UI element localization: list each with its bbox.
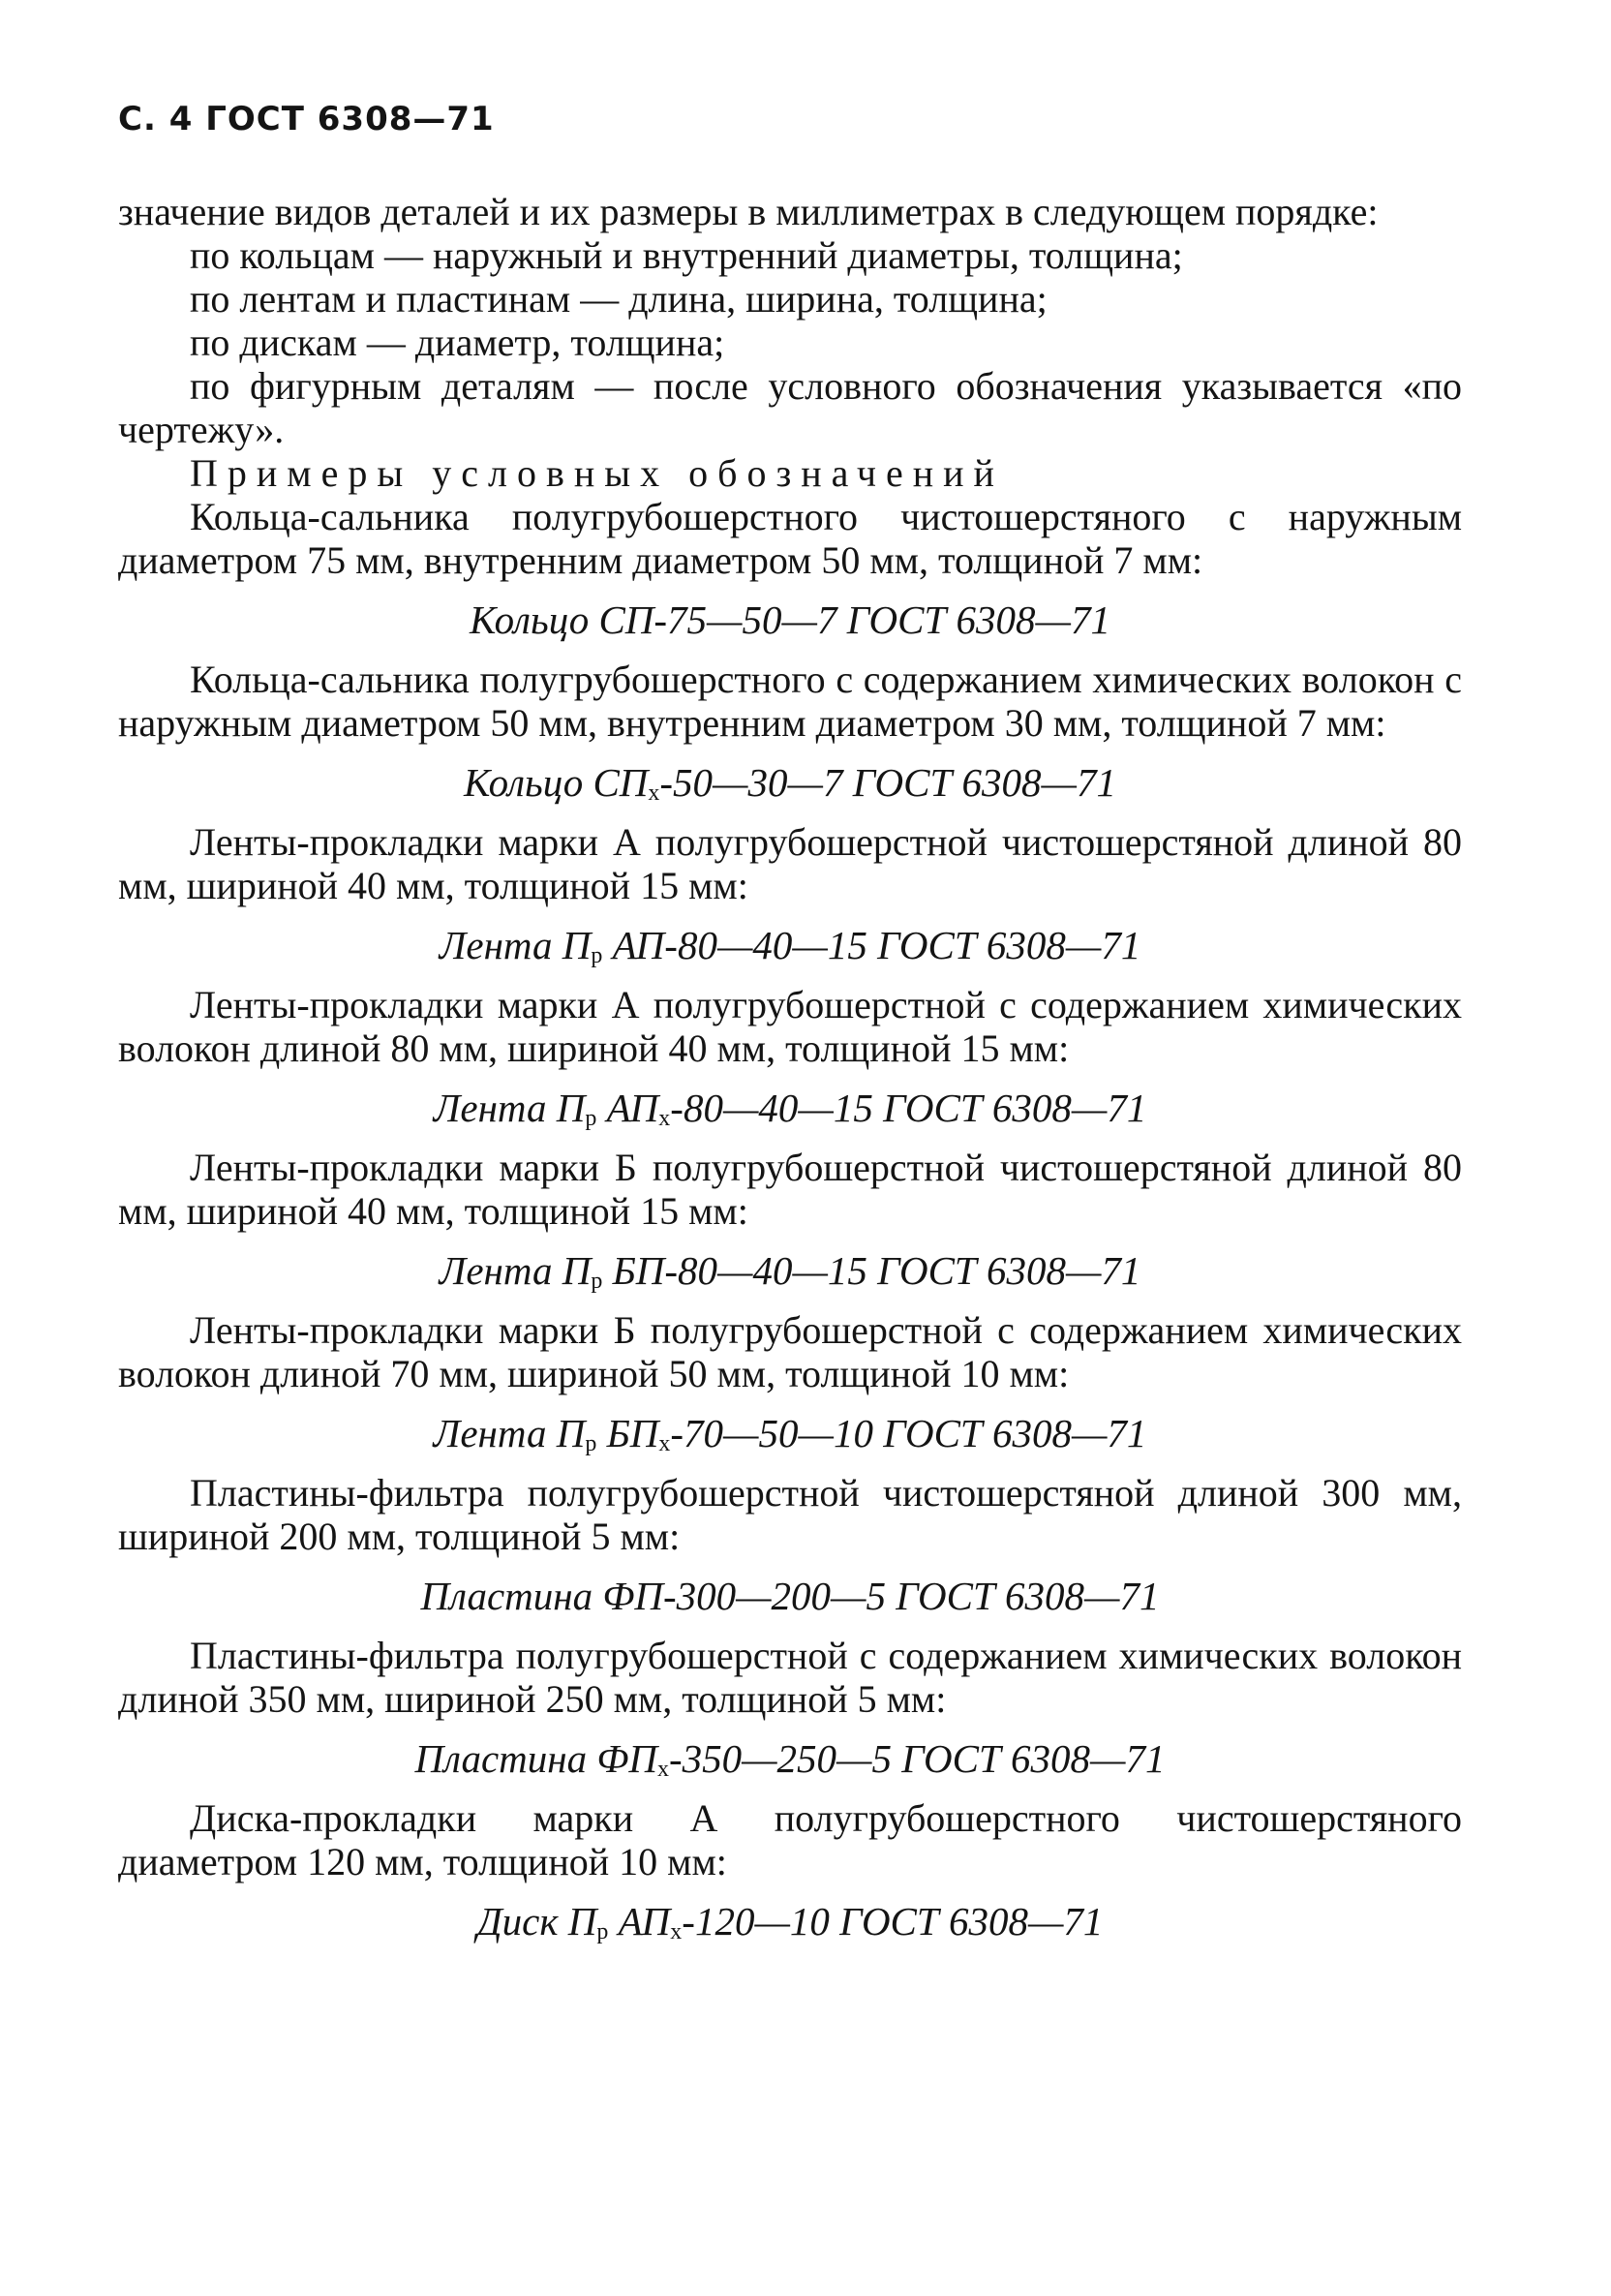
example-designation bbox=[118, 1734, 1462, 1783]
designation-text: Лента П bbox=[433, 1411, 586, 1455]
designation-subscript: х bbox=[658, 1431, 671, 1456]
example-designation bbox=[118, 1084, 1462, 1132]
designation-text: -350—250—5 ГОСТ 6308—71 bbox=[668, 1736, 1166, 1781]
designation-text: БП-80—40—15 ГОСТ 6308—71 bbox=[602, 1248, 1141, 1293]
designation-text: Лента П bbox=[433, 1086, 586, 1130]
designation-text: -120—10 ГОСТ 6308—71 bbox=[682, 1899, 1104, 1944]
designation-text: -70—50—10 ГОСТ 6308—71 bbox=[670, 1411, 1147, 1455]
designation-text: Лента П bbox=[439, 923, 592, 967]
example-designation bbox=[118, 921, 1462, 969]
designation-subscript: р bbox=[596, 1919, 609, 1944]
example-description: Пластины-фильтра полугрубошерстной с содержанием химических волокон длиной 350 мм, шириной 250 мм, толщиной 5 мм: bbox=[118, 1634, 1462, 1721]
designation-text: АП bbox=[608, 1899, 671, 1944]
designation-text: Диск П bbox=[476, 1899, 597, 1944]
designation-text: -80—40—15 ГОСТ 6308—71 bbox=[670, 1086, 1147, 1130]
designation-text: Лента П bbox=[439, 1248, 592, 1293]
designation-subscript: х bbox=[656, 1757, 669, 1782]
designation-subscript: р bbox=[585, 1106, 597, 1131]
example-description: Ленты-прокладки марки А полугрубошерстной с содержанием химических волокон длиной 80 мм, шириной 40 мм, толщиной 15 мм: bbox=[118, 983, 1462, 1070]
example-description: Ленты-прокладки марки Б полугрубошерстной чистошерстяной длиной 80 мм, шириной 40 мм, толщиной 15 мм: bbox=[118, 1146, 1462, 1233]
intro-item-tapes: по лентам и пластинам — длина, ширина, толщина; bbox=[190, 277, 1048, 321]
designation-subscript: р bbox=[591, 1269, 603, 1294]
intro-item-rings: по кольцам — наружный и внутренний диаметры, толщина; bbox=[190, 233, 1183, 277]
intro-item-discs: по дискам — диаметр, толщина; bbox=[190, 321, 725, 364]
example-designation: Пластина ФП-300—200—5 ГОСТ 6308—71 bbox=[420, 1574, 1160, 1618]
example-description: Диска-прокладки марки А полугрубошерстного чистошерстяного диаметром 120 мм, толщиной 10 мм: bbox=[118, 1796, 1462, 1883]
example-designation: Кольцо СП-75—50—7 ГОСТ 6308—71 bbox=[470, 597, 1110, 642]
example-description: Ленты-прокладки марки А полугрубошерстной чистошерстяной длиной 80 мм, шириной 40 мм, толщиной 15 мм: bbox=[118, 820, 1462, 907]
page-content bbox=[118, 190, 1462, 1959]
example-description: Кольца-сальника полугрубошерстного чистошерстяного с наружным диаметром 75 мм, внутренним диаметром 50 мм, толщиной 7 мм: bbox=[118, 495, 1462, 582]
designation-text: БП bbox=[596, 1411, 659, 1455]
example-designation bbox=[118, 1409, 1462, 1457]
example-description: Пластины-фильтра полугрубошерстной чистошерстяной длиной 300 мм, шириной 200 мм, толщиной 5 мм: bbox=[118, 1471, 1462, 1558]
example-designation bbox=[118, 758, 1462, 807]
designation-subscript: р bbox=[591, 943, 603, 968]
designation-text: АП-80—40—15 ГОСТ 6308—71 bbox=[602, 923, 1141, 967]
example-designation bbox=[118, 1897, 1462, 1945]
designation-subscript: х bbox=[670, 1919, 683, 1944]
intro-paragraph: значение видов деталей и их размеры в миллиметрах в следующем порядке: bbox=[118, 190, 1379, 233]
example-description: Ленты-прокладки марки Б полугрубошерстной с содержанием химических волокон длиной 70 мм, шириной 50 мм, толщиной 10 мм: bbox=[118, 1308, 1462, 1395]
designation-text: -50—30—7 ГОСТ 6308—71 bbox=[659, 760, 1116, 805]
example-description: Кольца-сальника полугрубошерстного с содержанием химических волокон с наружным диаметром 50 мм, внутренним диаметром 30 мм, толщиной 7 мм: bbox=[118, 658, 1462, 745]
designation-subscript: х bbox=[648, 781, 660, 806]
designation-subscript: х bbox=[658, 1106, 671, 1131]
examples-list bbox=[118, 495, 1462, 1945]
designation-subscript: р bbox=[585, 1431, 597, 1456]
example-designation bbox=[118, 1246, 1462, 1295]
page-header: С. 4 ГОСТ 6308—71 bbox=[118, 100, 495, 138]
examples-heading: Примеры условных обозначений bbox=[190, 451, 1004, 495]
designation-text: Кольцо СП bbox=[464, 760, 649, 805]
intro-item-figured: по фигурным деталям — после условного обозначения указывается «по чертежу». bbox=[118, 364, 1462, 451]
designation-text: АП bbox=[596, 1086, 659, 1130]
designation-text: Пластина ФП bbox=[414, 1736, 657, 1781]
